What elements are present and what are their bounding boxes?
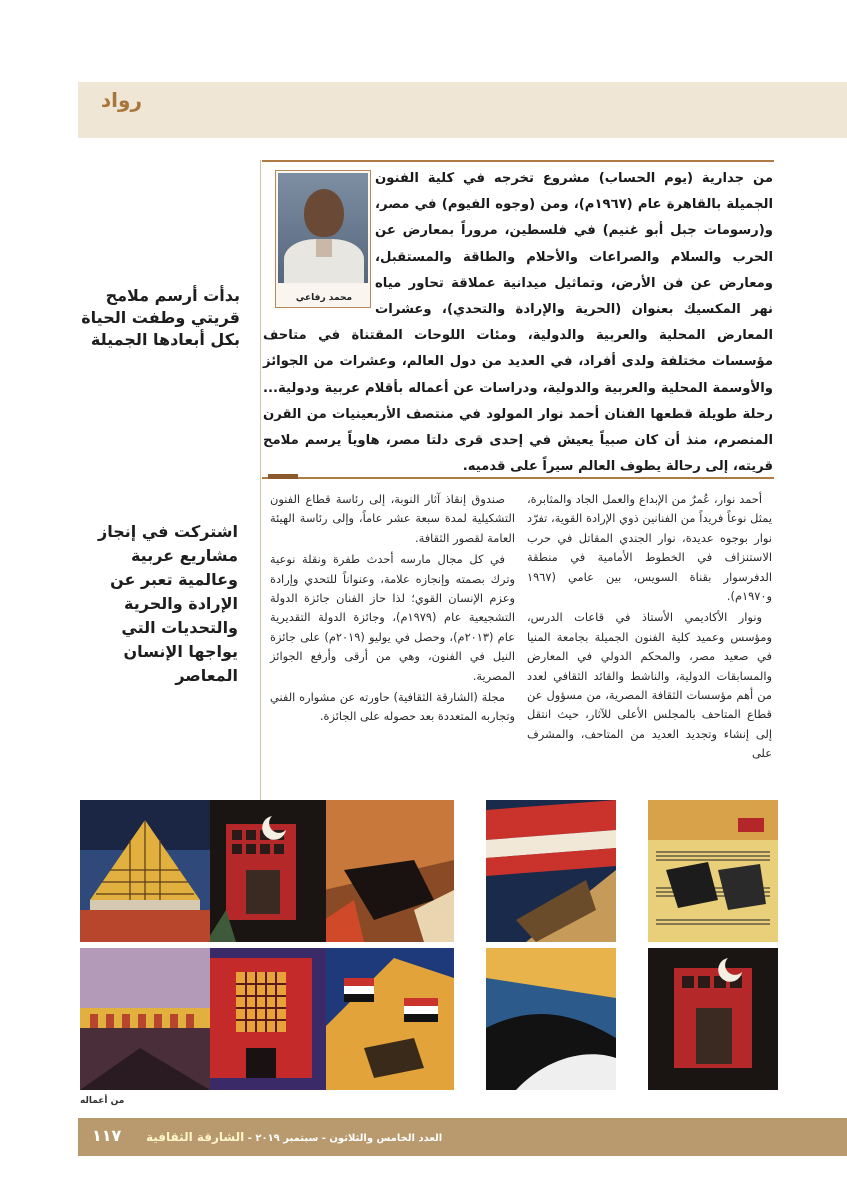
article-paragraph: صندوق إنقاذ آثار النوبة، إلى رئاسة قطاع الفنون التشكيلية لمدة سبعة عشر عاماً، وإلى رئاسة الهيئة العامة لقصور الثقافة. (270, 492, 515, 545)
article-paragraph: مجلة (الشارقة الثقافية) حاورته عن مشواره الفني وتجاربه المتعددة بعد حصوله على الجائزة. (270, 690, 515, 724)
pull-quote-2: اشتركت في إنجاز مشاريع عربية وعالمية تعبر عن الإرادة والحرية والتحديات التي يواجها الإنسان المعاصر (98, 522, 238, 685)
gallery-caption: من أعماله (80, 1096, 125, 1106)
column-divider (260, 160, 261, 810)
painting-landscape-wall (80, 948, 210, 1090)
painting-window-crescent-2 (648, 948, 778, 1090)
intro-top-rule (262, 160, 774, 162)
article-paragraph: أحمد نوار، عُمرٌ من الإبداع والعمل الجاد والمثابرة، يمثل نوعاً فريداً من الفنانين ذوي الإرادة القوية، تفرّد نوار بوجوه عديدة، نوار الجندي المقاتل في حرب الاستنزاف في الخطوط الأمامية في منطقة الدفرسوار بقناة السويس، بين عامي (١٩٦٧ و١٩٧٠م). (527, 492, 772, 604)
intro-paragraph (263, 166, 773, 480)
article-column-right (527, 490, 772, 766)
magazine-name: الشارقة الثقافية (146, 1130, 245, 1144)
article-column-left (270, 490, 515, 729)
article-paragraph: في كل مجال مارسه أحدث طفرة ونقلة نوعية وترك بصمته وإنجازه علامة، وعنواناً للتحدي وإرادة وعزم الإنسان القوي؛ لذا حاز الفنان جائزة الدولة التشجيعية عام (١٩٧٩م)، وجائزة الدولة التقديرية عام (٢٠١٣م)، وحصل في يوليو (٢٠١٩م) على جائزة النيل في الفنون، وهي من أرقى وأرفع الجوائز المصرية. (270, 552, 515, 683)
article-paragraph: ونوار الأكاديمي الأستاذ في قاعات الدرس، ومؤسس وعميد كلية الفنون الجميلة بجامعة المنيا في صعيد مصر، والمحكم الدولي في المعارض والمسابقات الدولية، والناشط والقائد الثقافي لعدد من أهم مؤسسات الثقافة المصرية، من مسؤول عن قطاع المتاحف بالمجلس الأعلى للآثار، حيث انتقل إلى إنشاء وتجديد العديد من المتاحف، والمشرف على (527, 610, 772, 761)
page-number: ١١٧ (92, 1126, 122, 1145)
painting-window-crescent (196, 800, 326, 942)
painting-dark-shape (324, 800, 454, 942)
painting-black-white-curve (486, 948, 616, 1090)
photo-caption: محمد رفاعي (295, 293, 353, 303)
intro-text: من جدارية (يوم الحساب) مشروع تخرجه في كلية الفنون الجميلة بالقاهرة عام (١٩٦٧م)، ومن (وجوه الفيوم) في مصر، و(رسومات جبل أبو غنيم) في فلسطين، مروراً بمعارض عن الحرب والسلام والصراعات والأحلام والطاقة والمستقبل، ومعارض عن فن الأرض، وتماثيل ميدانية عملاقة تحاور مياه نهر المكسيك بعنوان (الحرية والإرادة والتحدي)، وعشرات المعارض المحلية والعربية والدولية، ومئات اللوحات المقتناة في متاحف مؤسسات مختلفة ولدى أفراد، في العديد من دول العالم، وعشرات من الجوائز والأوسمة المحلية والعربية والدولية، ودراسات عن أعماله بأقلام عربية ودولية... رحلة طويلة قطعها الفنان أحمد نوار المولود في منتصف الأربعينيات من القرن المنصرم، منذ أن كان صبياً يعيش في إحدى قرى دلتا مصر، هاوياً يرسم ملامح قريته، إلى رحالة يطوف العالم سيراً على قدميه. (263, 171, 773, 475)
painting-flags-abstract (324, 948, 454, 1090)
painting-grid-pyramid (80, 800, 210, 942)
header-band (78, 82, 847, 138)
section-label: رواد (100, 88, 142, 112)
issue-text: العدد الخامس والثلاثون - سبتمبر ٢٠١٩ - (247, 1133, 443, 1144)
painting-musical-score (648, 800, 778, 942)
footer-issue-line (146, 1130, 442, 1144)
painting-red-frame-grid (196, 948, 326, 1090)
painting-zigzag-bands (486, 800, 616, 942)
pull-quote-1: بدأت أرسم ملامح قريتي وطفت الحياة بكل أبعادها الجميلة (81, 286, 240, 349)
